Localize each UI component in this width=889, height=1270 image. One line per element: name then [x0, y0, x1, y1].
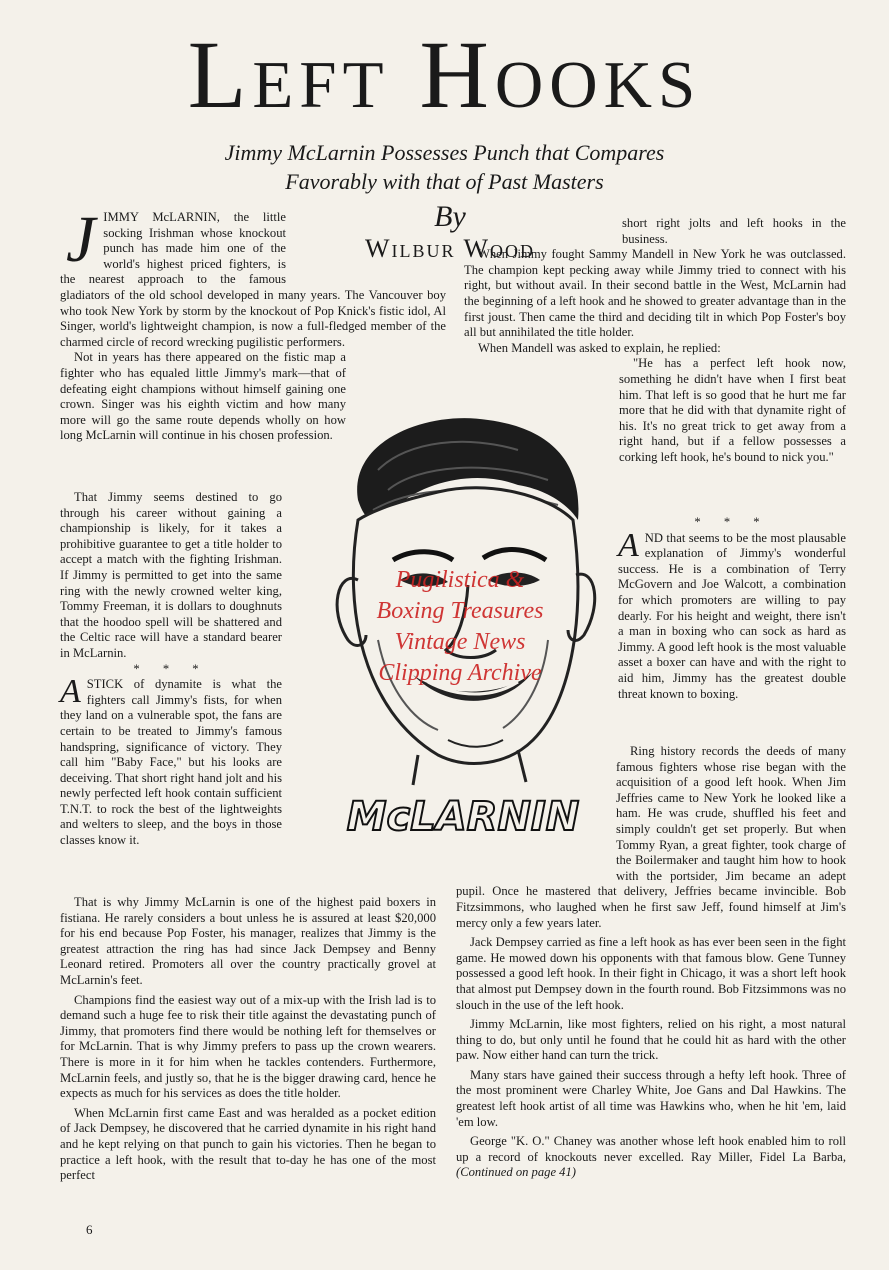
right-paragraph-10-text: George "K. O." Chaney was another whose left hook enabled him to roll up a record of knockouts never excelled. Ray Miller, Fidel La Barba,: [456, 1134, 846, 1164]
article-title: Left Hooks: [187, 21, 702, 128]
right-dropcap-a: A: [618, 526, 639, 564]
subtitle-line-1: Jimmy McLarnin Possesses Punch that Compares: [224, 140, 665, 165]
left-paragraph-6: Champions find the easiest way out of a mix-up with the Irish lad is to demand such a huge fee to risk their title against the devastating punch of Jimmy, that promoters find there would be nothing left for themselves or for McLarnin. That is why Jimmy prefers to pass up the crown wearers. There is more in it for him when he tackles contenders. Furthermore, McLarnin feels, and justly so, that he is the bigger drawing card, hence he expects as much for his services as does the title holder.: [60, 992, 436, 1101]
left-dropcap-a: A: [60, 673, 81, 711]
archive-watermark: [310, 565, 610, 689]
right-paragraph-1: short right jolts and left hooks in the business.: [622, 216, 846, 246]
left-paragraph-5: That is why Jimmy McLarnin is one of the highest paid boxers in fistiana. He rarely considers a bout unless he is assured at least $20,000 for his end because Pop Foster, his manager, realizes that Jimmy is the greatest attraction the ring has had since Jack Dempsey and Benny Leonard retired. Promoters all over the country practically grovel at McLarnin's feet.: [60, 895, 436, 987]
watermark-line-4: Clipping Archive: [378, 660, 542, 686]
portrait-signature: McLARNIN: [346, 794, 580, 840]
left-paragraph-4-text: STICK of dynamite is what the fighters call Jimmy's fists, for when they land on a vulnerable spot, the fans are certain to be treated to Jimmy's famous handspring, significance of victory. They call him "Baby Face," but his looks are deceiving. That short right hand jolt and his newly perfected left hook contain sufficient T.N.T. to rock the best of the lightweights and welters to sleep, and the boys in those classes know it.: [60, 677, 282, 848]
left-paragraph-4: [60, 673, 282, 849]
right-paragraph-8: Jimmy McLarnin, like most fighters, relied on his right, a most natural thing to do, but only until he found that he could hit as hard with the other paw. Now either hand can turn the trick.: [456, 1017, 846, 1063]
right-paragraph-5: [618, 526, 846, 703]
left-paragraph-7: When McLarnin first came East and was heralded as a pocket edition of Jack Dempsey, he discovered that he carried dynamite in his right hand and he kept relying on that punch to gain his victories. Then he began to practice a left hook, with the result that to-day he has one of the most perfect: [60, 1105, 436, 1183]
intro-dropcap: J: [66, 203, 96, 276]
watermark-line-1: Pugilistica &: [395, 567, 525, 593]
right-column-middle: [618, 515, 846, 702]
left-divider-stars: * * *: [133, 661, 209, 676]
right-divider-stars: * * *: [694, 515, 770, 529]
continued-note: (Continued on page 41): [456, 1165, 576, 1180]
right-paragraph-7: Jack Dempsey carried as fine a left hook as has ever been seen in the fight game. He mowed down his opponents with that famous blow. Gene Tunney possessed a good left hook. In their fight in Chicago, it was a short left hook that almost put Dempsey down in the fourth round. Bob Fitzsimmons was no slouch in the use of the left hook.: [456, 935, 846, 1012]
article-subtitle: [0, 138, 889, 196]
left-paragraph-2-text: Not in years has there appeared on the fistic map a fighter who has equaled little Jimmy's mark—that of defeating eight champions without himself gaining one crown. Singer was his eighth victim and how many more will go the same route depends wholly on how long McLarnin will continue in his chosen profession.: [60, 350, 346, 443]
right-paragraph-10: [456, 1134, 846, 1181]
right-paragraph-9: Many stars have gained their success through a hefty left hook. Three of the most prominent were Charley White, Joe Gans and Dal Hawkins. The greatest left hook artist of all time was Hawkins who, when he hit 'em, laid 'em low.: [456, 1067, 846, 1129]
right-paragraph-2: When Jimmy fought Sammy Mandell in New York he was outclassed. The champion kept pecking away while Jimmy tried to connect with his right, but without avail. In their second battle in the West, McLarnin had the beginning of a left hook and he showed to greater advantage than in the first joust. Then came the third and deciding tilt in which Pop Foster's boy all but annihilated the title holder.: [464, 247, 846, 340]
right-paragraph-6-text: Ring history records the deeds of many famous fighters whose rise began with the acquisition of a good left hook. When Jim Jeffries came to New York he looked like a ham. He was crude, shuffled his feet and simply couldn't get set properly. But when Tommy Ryan, a great fighter, took charge of the Boilermaker and taught him how to hook with the portsider, Jim became an adept pupil. Once he mastered that delivery, Jeffries became invincible. Bob Fitzsimmons, who laughed when he first saw Jeff, found himself at Jim's mercy only a few years later.: [456, 744, 846, 930]
left-column-lower: [60, 895, 436, 1184]
byline-by: By: [434, 200, 466, 233]
right-paragraph-5-text: ND that seems to be the most plausable explanation of Jimmy's wonderful success. He is a combination of Terry McGovern and Joe Walcott, a combination for which promoters are willing to pay dearly. For his height and weight, there isn't a man in boxing who can sock as hard as Jimmy. A good left hook is the most valuable asset a boxer can have and with the right to aid him, Jimmy has the greatest double threat known to boxing.: [618, 530, 846, 701]
intro-text: IMMY McLARNIN, the little socking Irishman whose knockout punch has made him one of the world's highest priced fighters, is the nearest approach to the famous gladiators of the old school developed in many years. The Vancouver boy who took New York by storm by the knockout of Pop Knick's fistic idol, Al Singer, world's lightweight champion, is now a full-fledged member of the charmed circle of record wrecking pugilistic performers.: [60, 210, 446, 349]
watermark-line-3: Vintage News: [394, 629, 526, 655]
byline-author: Wilbur Wood: [364, 234, 536, 263]
page-number: 6: [86, 1222, 93, 1237]
watermark-line-2: Boxing Treasures: [376, 598, 544, 624]
subtitle-line-2: Favorably with that of Past Masters: [285, 169, 604, 194]
right-paragraph-3: When Mandell was asked to explain, he replied:: [478, 340, 721, 355]
left-paragraph-3: That Jimmy seems destined to go through his career without gaining a championship is likely, for it takes a prohibitive guarantee to get a title holder to accept a match with the fighting Irishman. If Jimmy is permitted to get into the same ring with the newly crowned welter king, Tommy Freeman, it is dollars to doughnuts that the hoodoo spell will be shattered and the Celtic race will have a standard bearer in McLarnin.: [60, 490, 282, 660]
intro-paragraph: [60, 203, 446, 350]
left-column-middle: [60, 490, 282, 849]
right-paragraph-4-text: "He has a perfect left hook now, something he didn't have when I first beat him. That left is so good that he hurt me far more that he did with that dynamite right of his. It's no great trick to get away from a right hand, but if a fellow possesses a corking left hook, he's bound to nick you.": [619, 356, 846, 464]
